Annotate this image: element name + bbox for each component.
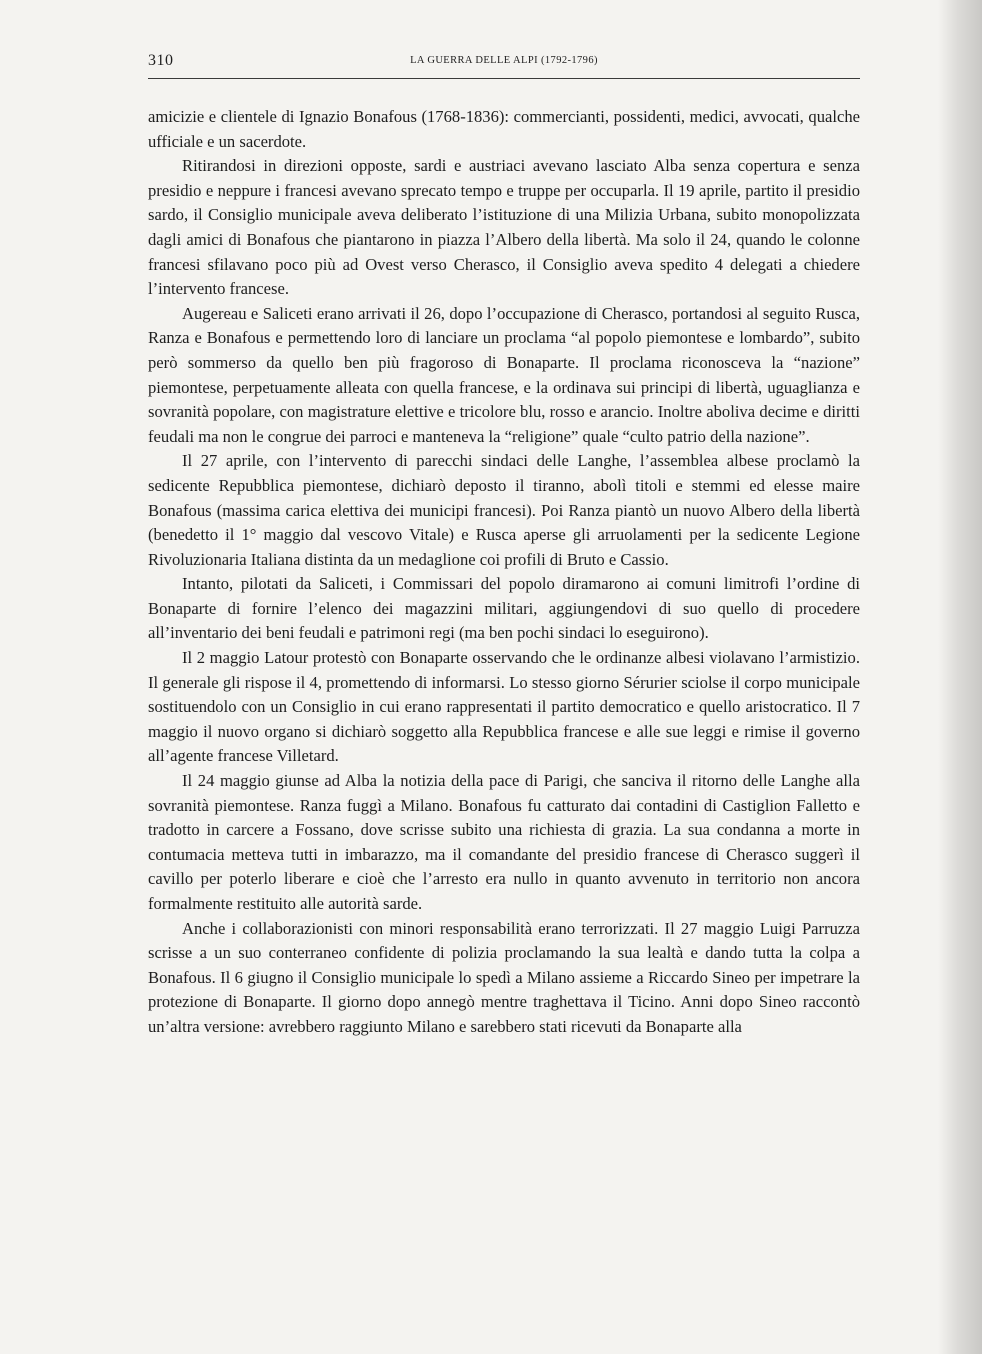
paragraph: amicizie e clientele di Ignazio Bonafous (1768-1836): commercianti, possidenti, medici, avvocati, qualche ufficiale e un sacerdote.	[148, 107, 860, 151]
paragraph: Il 2 maggio Latour protestò con Bonaparte osservando che le ordinanze albesi violavano l’armistizio. Il generale gli rispose il 4, promettendo di informarsi. Lo stesso giorno Sérurier sciolse il corpo municipale sostituendolo con un Consiglio in cui erano rappresentati il partito democratico e quello aristocratico. Il 7 maggio il nuovo organo si dichiarò soggetto alla Repubblica francese e alle sue leggi e rimise il governo all’agente francese Villetard.	[148, 648, 860, 766]
body-text	[148, 105, 860, 1040]
paragraph: Augereau e Saliceti erano arrivati il 26, dopo l’occupazione di Cherasco, portandosi al seguito Rusca, Ranza e Bonafous e permettendo loro di lanciare un proclama “al popolo piemontese e lombardo”, subito però sommerso da quello ben più fragoroso di Bonaparte. Il proclama riconosceva la “nazione” piemontese, perpetuamente alleata con quella francese, e la ordinava sui principi di libertà, uguaglianza e sovranità popolare, con magistrature elettive e tricolore blu, rosso e arancio. Inoltre aboliva decime e diritti feudali ma non le congrue dei parroci e manteneva la “religione” quale “culto patrio della nazione”.	[148, 303, 860, 446]
page-header	[148, 52, 860, 79]
paragraph: Il 27 aprile, con l’intervento di parecchi sindaci delle Langhe, l’assemblea albese proclamò la sedicente Repubblica piemontese, dichiarò deposto il tiranno, abolì titoli e stemmi ed elesse maire Bonafous (massima carica elettiva dei municipi francesi). Poi Ranza piantò un nuovo Albero della libertà (benedetto il 1° maggio dal vescovo Vitale) e Rusca aperse gli arruolamenti per la sedicente Legione Rivoluzionaria Italiana distinta da un medaglione coi profili di Bruto e Cassio.	[148, 451, 860, 569]
paragraph: Intanto, pilotati da Saliceti, i Commissari del popolo diramarono ai comuni limitrofi l’ordine di Bonaparte di fornire l’elenco dei magazzini militari, aggiungendovi di suo quello di procedere all’inventario dei beni feudali e patrimoni regi (ma ben pochi sindaci lo eseguirono).	[148, 574, 860, 643]
paragraph: Il 24 maggio giunse ad Alba la notizia della pace di Parigi, che sanciva il ritorno delle Langhe alla sovranità piemontese. Ranza fuggì a Milano. Bonafous fu catturato dai contadini di Castiglion Falletto e tradotto in carcere a Fossano, dove scrisse subito una richiesta di grazia. La sua condanna a morte in contumacia metteva tutti in imbarazzo, ma il comandante del presidio francese di Cherasco suggerì il cavillo per poterlo liberare e cioè che l’arresto era nullo in quanto avvenuto in territorio non ancora formalmente restituito alle autorità sarde.	[148, 771, 860, 913]
paragraph: Ritirandosi in direzioni opposte, sardi e austriaci avevano lasciato Alba senza copertura e senza presidio e neppure i francesi avevano sprecato tempo e truppe per occuparla. Il 19 aprile, partito il presidio sardo, il Consiglio municipale aveva deliberato l’istituzione di una Milizia Urbana, subito monopolizzata dagli amici di Bonafous che piantarono in piazza l’Albero della libertà. Ma solo il 24, quando le colonne francesi sfilavano poco più ad Ovest verso Cherasco, il Consiglio aveva spedito 4 delegati a chiedere l’intervento francese.	[148, 156, 860, 299]
running-title: LA GUERRA DELLE ALPI (1792-1796)	[410, 55, 598, 66]
page-number: 310	[148, 52, 174, 69]
page-edge-shadow	[938, 0, 982, 1354]
paragraph: Anche i collaborazionisti con minori responsabilità erano terrorizzati. Il 27 maggio Luigi Parruzza scrisse a un suo conterraneo confidente di polizia proclamando la sua lealtà e dando tutta la colpa a Bonafous. Il 6 giugno il Consiglio municipale lo spedì a Milano assieme a Riccardo Sineo per impetrare la protezione di Bonaparte. Il giorno dopo annegò mentre traghettava il Ticino. Anni dopo Sineo raccontò un’altra versione: avrebbero raggiunto Milano e sarebbero stati ricevuti da Bonaparte alla	[148, 918, 860, 1036]
